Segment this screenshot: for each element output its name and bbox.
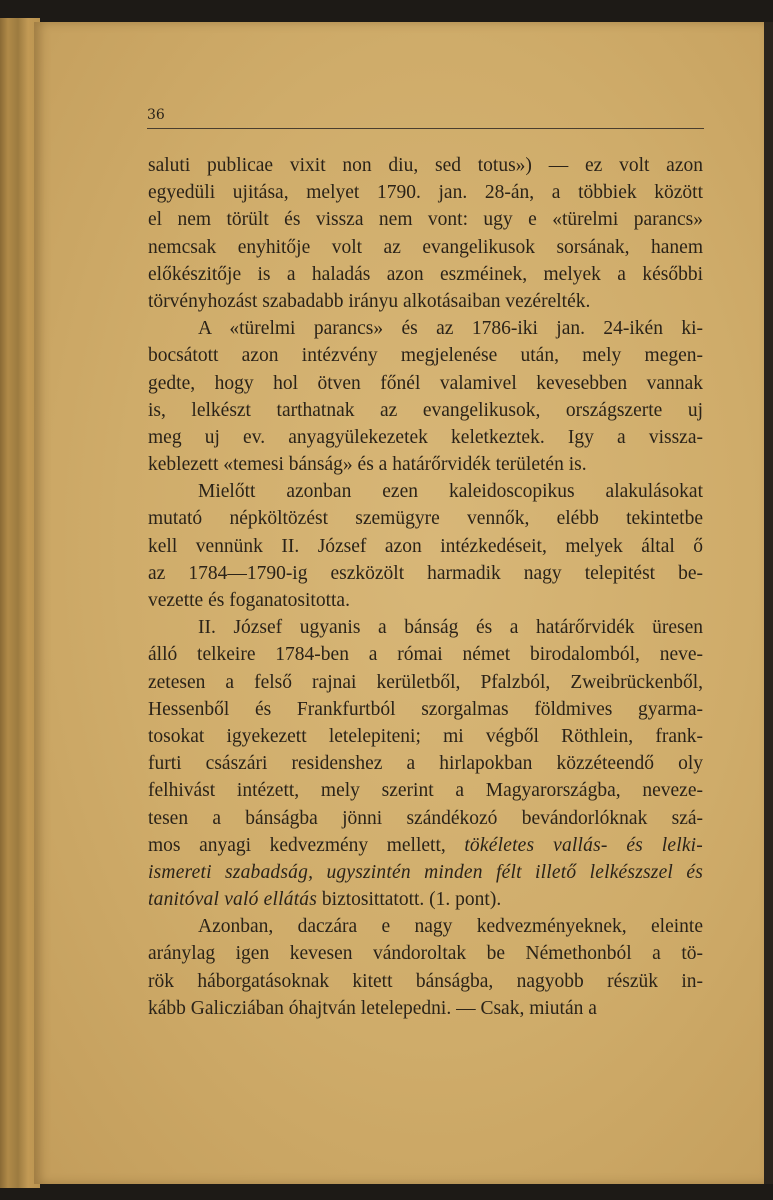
text-line — [148, 913, 703, 940]
text-segment: keblezett «temesi bánság» és a határőrvidék területén is. — [148, 454, 587, 476]
text-line — [148, 696, 703, 723]
text-segment: el nem törült és vissza nem vont: ugy e «türelmi parancs» — [148, 209, 703, 231]
paragraph — [148, 913, 703, 1022]
italic-text: ismereti szabadság, ugyszintén minden félt illető lelkészszel és — [148, 861, 703, 883]
text-line — [148, 940, 703, 967]
header-rule — [147, 128, 704, 129]
text-segment: meg uj ev. anyagyülekezetek keletkeztek. Igy a vissza- — [148, 426, 703, 448]
text-line — [148, 968, 703, 995]
text-line — [148, 805, 703, 832]
text-line — [148, 995, 703, 1022]
text-segment: Hessenből és Frankfurtból szorgalmas földmives gyarma- — [148, 698, 703, 720]
text-segment: vezette és foganatositotta. — [148, 590, 350, 611]
text-segment: zetesen a felső rajnai kerületből, Pfalzból, Zweibrückenből, — [148, 671, 703, 693]
text-segment: gedte, hogy hol ötven főnél valamivel kevesebben vannak — [148, 372, 703, 394]
body-text — [148, 152, 703, 1022]
text-line — [148, 342, 703, 369]
text-line — [148, 424, 703, 451]
text-segment: előkészitője is a haladás azon eszméinek, melyek a későbbi — [148, 263, 703, 285]
text-segment: bocsátott azon intézvény megjelenése után, mely megen- — [148, 345, 703, 367]
text-line — [148, 451, 703, 478]
text-segment: mos anyagi kedvezmény mellett, — [148, 834, 465, 856]
text-line — [148, 614, 703, 641]
text-segment: saluti publicae vixit non diu, sed totus») — ez volt azon — [148, 155, 703, 176]
page-number: 36 — [147, 107, 165, 123]
text-line — [148, 832, 703, 859]
text-segment: az 1784—1790-ig eszközölt harmadik nagy telepitést be- — [148, 562, 703, 584]
text-line — [148, 288, 703, 315]
text-line — [148, 533, 703, 560]
text-segment: tosokat igyekezett letelepiteni; mi végből Röthlein, frank- — [148, 725, 703, 747]
text-segment: Mielőtt azonban ezen kaleidoscopikus alakulásokat — [198, 481, 703, 503]
text-segment: kább Galicziában óhajtván letelepedni. — Csak, miután a — [148, 997, 597, 1019]
text-line — [148, 886, 703, 913]
text-line — [148, 750, 703, 777]
text-segment: törvényhozást szabadabb irányu alkotásaiban vezérelték. — [148, 290, 591, 312]
text-segment: rök háborgatásoknak kitett bánságba, nagyobb részük in- — [148, 970, 703, 992]
text-line — [148, 641, 703, 668]
page-right-edge — [764, 22, 773, 1184]
italic-text: tanitóval való ellátás — [148, 889, 318, 911]
text-line — [148, 152, 703, 179]
text-segment: kell vennünk II. József azon intézkedéseit, melyek által ő — [148, 535, 703, 557]
paragraph — [148, 614, 703, 913]
text-line — [148, 587, 703, 614]
text-segment: felhivást intézett, mely szerint a Magyarországba, neveze- — [148, 780, 703, 802]
text-line — [148, 315, 703, 342]
text-segment: egyedüli ujitása, melyet 1790. jan. 28-án, a többiek között — [148, 182, 703, 204]
text-segment: mutató népköltözést szemügyre vennők, elébb tekintetbe — [148, 508, 703, 530]
text-line — [148, 669, 703, 696]
text-line — [148, 560, 703, 587]
text-line — [148, 370, 703, 397]
text-line — [148, 505, 703, 532]
text-segment: Azonban, daczára e nagy kedvezményeknek, eleinte — [198, 916, 703, 938]
text-line — [148, 777, 703, 804]
text-line — [148, 478, 703, 505]
text-line — [148, 234, 703, 261]
paragraph — [148, 152, 703, 315]
text-segment: II. József ugyanis a bánság és a határőrvidék üresen — [198, 617, 703, 639]
paragraph — [148, 315, 703, 478]
text-segment: A «türelmi parancs» és az 1786-iki jan. 24-ikén ki- — [198, 318, 703, 340]
text-line — [148, 859, 703, 886]
text-segment: tesen a bánságba jönni szándékozó bevándorlóknak szá- — [148, 807, 703, 829]
text-line — [148, 206, 703, 233]
text-segment: nemcsak enyhitője volt az evangelikusok sorsának, hanem — [148, 236, 703, 258]
text-segment: álló telkeire 1784-ben a római német birodalomból, neve- — [148, 644, 703, 666]
text-line — [148, 723, 703, 750]
paragraph — [148, 478, 703, 614]
text-line — [148, 179, 703, 206]
text-line — [148, 397, 703, 424]
text-segment: is, lelkészt tarthatnak az evangelikusok, országszerte uj — [148, 399, 703, 421]
italic-text: tökéletes vallás- és lelki- — [464, 834, 703, 856]
text-segment: aránylag igen kevesen vándoroltak be Némethonból a tö- — [148, 943, 703, 965]
text-line — [148, 261, 703, 288]
text-segment: biztosittatott. (1. pont). — [317, 889, 502, 911]
text-segment: furti császári residenshez a hirlapokban közzéteendő oly — [148, 753, 703, 775]
